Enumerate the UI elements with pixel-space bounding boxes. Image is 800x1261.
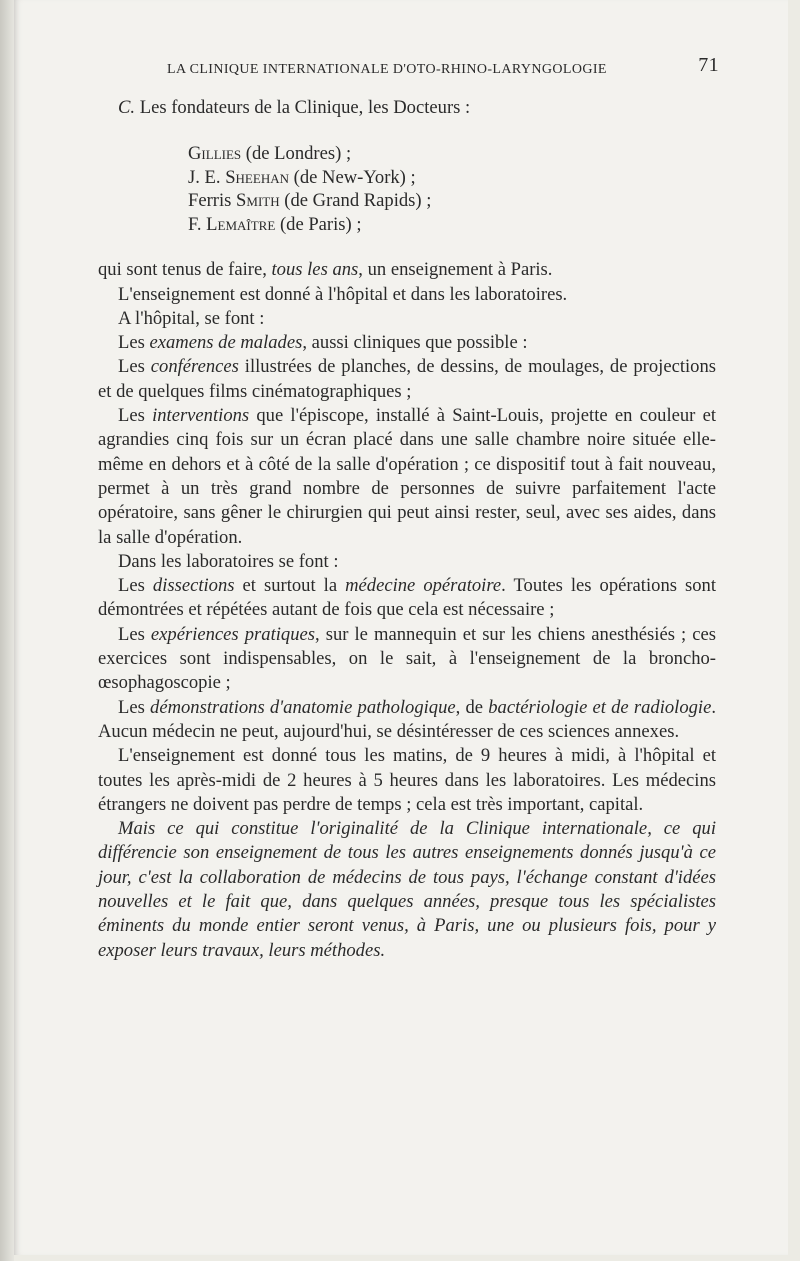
paragraph: L'enseignement est donné tous les matins, de 9 heures à midi, à l'hôpital et toutes les après-midi de 2 heures à 5 heures dans les laboratoires. Les médecins étrangers ne doivent pas perdre de temps ; cela est très important, capital.	[98, 745, 716, 815]
founder-place: (de Grand Rapids) ;	[284, 190, 432, 212]
founder-prefix: J. E.	[188, 166, 221, 188]
page-number: 71	[698, 54, 719, 76]
section-letter: C.	[118, 97, 136, 118]
founder-item	[188, 189, 716, 213]
founder-item	[188, 166, 716, 190]
founders-intro-text: Les fondateurs de la Clinique, les Docteurs :	[139, 97, 471, 118]
closing-paragraph: Mais ce qui constitue l'originalité de la Clinique internationale, ce qui différencie son enseignement de tous les autres enseignements donnés jusqu'à ce jour, c'est la collaboration de médecins de tous pays, l'échange constant d'idées nouvelles et le fait que, dans quelques années, presque tous les spécialistes éminents du monde entier seront venus, à Paris, une ou plusieurs fois, pour y exposer leurs travaux, leurs méthodes.	[98, 818, 716, 961]
book-spine	[0, 0, 14, 1261]
paragraph: qui sont tenus de faire, tous les ans, un enseignement à Paris.	[98, 259, 553, 281]
paragraph: Les interventions que l'épiscope, installé à Saint-Louis, projette en couleur et agrandies cinq fois sur un écran placé dans une salle chambre noire située elle-même en dehors et à côté de la salle d'opération ; ce dispositif tout à fait nouveau, permet à un très grand nombre de personnes de suivre parfaitement l'acte opératoire, sans gêner le chirurgien qui peut ainsi rester, seul, avec ses aides, dans la salle d'opération.	[98, 405, 716, 548]
founders-intro	[98, 96, 716, 120]
body-text	[98, 96, 716, 963]
founder-name: Gillies	[188, 143, 242, 165]
paragraph: A l'hôpital, se font :	[118, 307, 265, 329]
founder-place: (de Londres) ;	[245, 143, 352, 165]
running-title: LA CLINIQUE INTERNATIONALE D'OTO-RHINO-LARYNGOLOGIE	[167, 62, 607, 77]
paragraph: L'enseignement est donné à l'hôpital et dans les laboratoires.	[118, 283, 568, 305]
paragraph: Les conférences illustrées de planches, de dessins, de moulages, de projections et de quelques films cinématographiques ;	[98, 356, 716, 402]
founder-name: Sheehan	[225, 166, 289, 188]
founder-place: (de New-York) ;	[293, 166, 416, 188]
paragraph: Les démonstrations d'anatomie pathologique, de bactériologie et de radiologie. Aucun médecin ne peut, aujourd'hui, se désintéresser de ces sciences annexes.	[98, 696, 716, 742]
founder-prefix: F.	[188, 213, 202, 235]
founder-place: (de Paris) ;	[279, 213, 362, 235]
founder-name: Smith	[236, 190, 280, 212]
founder-name: Lemaître	[206, 213, 276, 235]
founders-list	[188, 142, 716, 236]
founder-prefix: Ferris	[188, 190, 232, 212]
paragraph: Dans les laboratoires se font :	[118, 550, 339, 572]
paragraph: Les expériences pratiques, sur le mannequin et sur les chiens anesthésiés ; ces exercices sont indispensables, on le sait, à l'enseignement de la broncho-œsophagoscopie ;	[98, 623, 716, 694]
paragraph: Les examens de malades, aussi cliniques que possible :	[118, 332, 528, 354]
paragraph: Les dissections et surtout la médecine opératoire. Toutes les opérations sont démontrées et répétées autant de fois que cela est nécessaire ;	[98, 575, 716, 621]
founder-item	[188, 213, 716, 237]
founder-item	[188, 142, 716, 166]
